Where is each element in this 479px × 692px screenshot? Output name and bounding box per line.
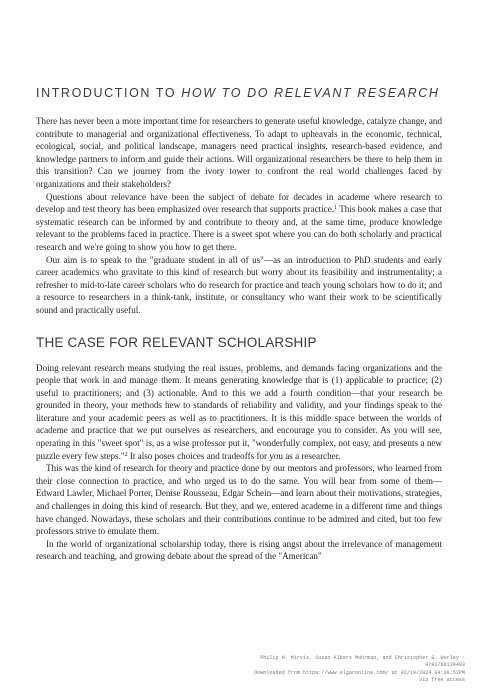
footnote-marker: 1 [334, 205, 338, 212]
paragraph: In the world of organizational scholarship today, there is rising angst about the irrelevance of management research and teaching, and growing debate about the spread of the "American" [36, 538, 442, 562]
footer-access: via free access [419, 677, 465, 684]
paragraph [36, 362, 442, 463]
paragraph [36, 191, 442, 254]
paragraph-text: Questions about relevance have been the subject of debate for decades in academe where research to develop and test theory has been emphasized over research that supports practice. [36, 191, 442, 215]
paragraph-text: Doing relevant research means studying the real issues, problems, and demands facing organizations and the people that work in and manage them. It means generating knowledge that is (1) applicable to practice; (2) useful to practitioners; and (3) actionable. And to this we add a fourth condition—that your research be grounded in theory, your methods hew to standards of reliability and validity, and your findings speak to the literature and your academic peers as well as to practitioners. It is this middle space between the worlds of academe and practice that we put ourselves as researchers, and encourage you to consider. As you will see, operating in this "sweet spot" is, as a wise professor put it, "wonderfully complex, not easy, and presents a new puzzle every few steps." [36, 362, 442, 461]
paragraph: This was the kind of research for theory and practice done by our mentors and professors, who learned from their close connection to practice, and who urged us to do the same. You will hear from some of them—Edward Lawler, Michael Porter, Denise Rousseau, Edgar Schein—and learn about their motivations, strategies, and challenges in doing this kind of research. But they, and we, entered academe in a different time and things have changed. Nowadays, these scholars and their contributions continue to be admired and cited, but too few professors strive to emulate them. [36, 463, 442, 537]
footer-authors: Philip H. Mirvis, Susan Albers Mohrman, and Christopher G. Worley - [260, 655, 465, 661]
paragraph: There has never been a more important time for researchers to generate useful knowledge, catalyze change, and contribute to managerial and organizational effectiveness. To adapt to upheavals in the economic, technical, ecological, social, and political landscape, managers need practical insights, research-based evidence, and knowledge partners to inform and guide their actions. Will organizational researchers be there to help them in this transition? Can we journey from the ivory tower to confront the real world challenges faced by organizations and their stakeholders? [36, 116, 442, 189]
chapter-heading [36, 86, 442, 101]
footer-download-note: Downloaded from https://www.elgaronline.com/ at 02/18/2024 04:39:52PM [254, 669, 465, 676]
paragraph-text: It also poses choices and tradeoffs for you as a researcher. [127, 450, 341, 461]
section-heading: THE CASE FOR RELEVANT SCHOLARSHIP [36, 334, 317, 350]
paragraph-text: This book makes a case that systematic research can be informed by and contribute to theory and, at the same time, produce knowledge relevant to the problems faced in practice. There is a sweet spot where you can do both scholarly and practical research and we're going to show you how to get there. [36, 204, 442, 252]
download-footer [135, 655, 465, 685]
paragraph: Our aim is to speak to the "graduate student in all of us"—as an introduction to PhD students and early career academics who gravitate to this kind of research but worry about its feasibility and instrumentality; a refresher to mid-to-late career scholars who do research for practice and teach young scholars how to do it; and a resource to researchers in a think-tank, institute, or consultancy who want their work to be scientifically sound and practically useful. [36, 254, 442, 315]
chapter-heading-prefix: INTRODUCTION TO [36, 86, 182, 100]
page-body [36, 86, 442, 563]
footer-isbn: 9781788139403 [425, 662, 465, 669]
footnote-marker: 2 [124, 451, 128, 458]
chapter-heading-book-title: HOW TO DO RELEVANT RESEARCH [181, 86, 440, 100]
